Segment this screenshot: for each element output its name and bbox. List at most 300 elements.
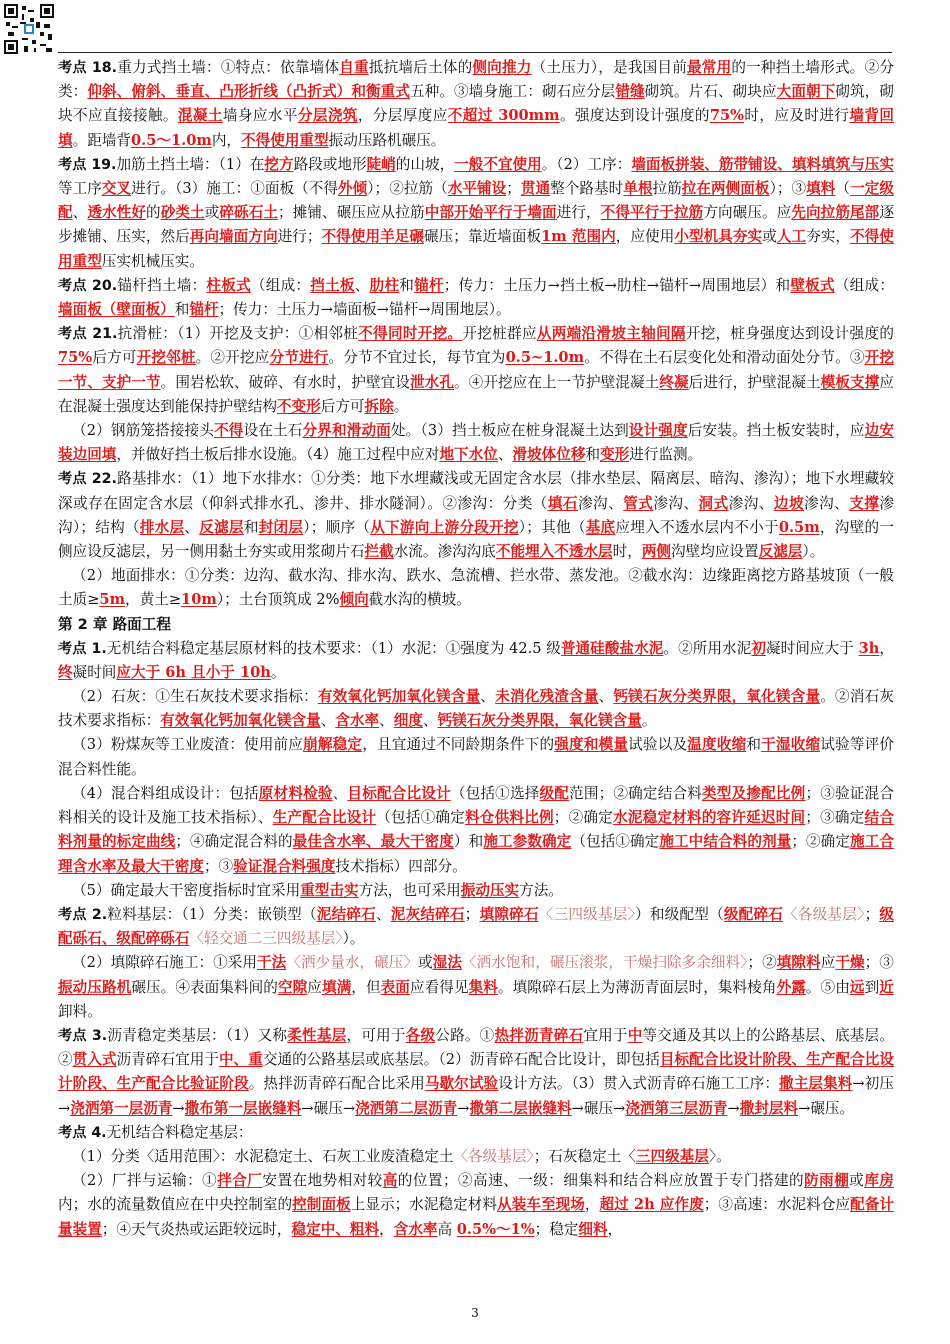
key-term: 地下水位 bbox=[439, 446, 498, 464]
key-term: 料仓供料比例 bbox=[465, 809, 554, 827]
qr-code bbox=[4, 4, 54, 54]
text-run: （包括①选择 bbox=[450, 784, 540, 802]
text-run: 、 bbox=[497, 446, 513, 464]
text-run: → bbox=[727, 1099, 740, 1117]
text-run: 的山坡， bbox=[395, 155, 455, 173]
key-term: 不超过 300mm bbox=[447, 107, 560, 125]
key-term: 贯通 bbox=[520, 180, 551, 198]
key-term: 混凝土 bbox=[177, 107, 223, 125]
text-run: 或 bbox=[418, 954, 433, 972]
key-term: 挖方 bbox=[264, 155, 294, 173]
text-run: 压实机械压实。 bbox=[101, 252, 204, 270]
text-run: （3）粉煤灰等工业废渣：使用前应 bbox=[72, 736, 304, 754]
key-term: 填石 bbox=[547, 494, 578, 512]
text-run: 碾压；靠近墙面板 bbox=[424, 228, 542, 246]
key-term: 3h bbox=[858, 639, 880, 657]
text-run: 安置在地势相对较 bbox=[262, 1172, 383, 1190]
document-body bbox=[58, 56, 894, 1242]
key-term: 强度和模量 bbox=[554, 736, 629, 754]
key-term: 拌合厂 bbox=[217, 1172, 263, 1190]
text-run: →初压→ bbox=[58, 1075, 894, 1117]
paragraph bbox=[58, 322, 894, 419]
key-term: 设计强度 bbox=[628, 422, 688, 440]
key-term: 柔性基层 bbox=[287, 1026, 347, 1044]
key-term: 变形 bbox=[600, 446, 630, 464]
key-term: 大面朝下 bbox=[776, 83, 836, 101]
text-run: 进行； bbox=[277, 228, 322, 246]
text-run: 逐步摊铺、压实，然后 bbox=[58, 204, 894, 246]
key-term: 交叉 bbox=[101, 180, 132, 198]
text-run: 内， bbox=[211, 131, 242, 149]
key-term: 模板支撑 bbox=[820, 373, 880, 391]
key-term: 小型机具夯实 bbox=[674, 228, 763, 246]
key-term: 不变形 bbox=[276, 397, 321, 415]
text-run: ；②确定 bbox=[791, 833, 850, 851]
text-run: 。不得在土石层变化处和滑动面处分节。③ bbox=[584, 349, 865, 367]
paragraph bbox=[58, 467, 894, 564]
key-term: 浇洒第二层沥青 bbox=[355, 1099, 458, 1117]
text-run: 沟壁均应设置 bbox=[671, 543, 759, 561]
text-run: →碾压。 bbox=[798, 1099, 855, 1117]
key-term: 温度收缩 bbox=[687, 736, 747, 754]
text-run: →碾压→ bbox=[571, 1099, 626, 1117]
text-run: 试验以及 bbox=[628, 736, 688, 754]
text-run: 等工序 bbox=[58, 180, 102, 198]
key-term: 目标配合比设计阶段、生产配合比设计阶段、生产配合比验证阶段 bbox=[58, 1051, 894, 1093]
text-run: 上显示；水泥稳定材料 bbox=[350, 1196, 498, 1214]
text-run: 。 bbox=[393, 397, 409, 415]
text-run: 截水沟的横坡。 bbox=[368, 591, 471, 609]
text-run: ，并做好挡土板后排水设施。（4）施工过程中应对 bbox=[116, 446, 440, 464]
text-run: 应 bbox=[820, 954, 836, 972]
text-run: 和 bbox=[585, 446, 601, 464]
text-run: 设在土石 bbox=[243, 422, 303, 440]
text-run: → bbox=[457, 1099, 470, 1117]
key-term: 水平铺设 bbox=[447, 180, 507, 198]
point-label: 考点 20. bbox=[58, 277, 118, 294]
key-term: 湿法 bbox=[432, 954, 462, 972]
key-term: 施工中结合料的剂量 bbox=[659, 833, 792, 851]
text-run: （2）石灰：①生石灰技术要求指标： bbox=[72, 688, 318, 706]
scope-note: 〈三四级基层〉 bbox=[538, 905, 636, 923]
key-term: 反滤层 bbox=[758, 543, 803, 561]
text-run: 沥青稳定类基层：（1）又称 bbox=[107, 1026, 288, 1044]
text-run: 重力式挡土墙：①特点：依靠墙体 bbox=[117, 59, 340, 76]
text-run: 〉。 bbox=[708, 1147, 731, 1165]
key-term: 有效氧化钙加氧化镁含量 bbox=[160, 712, 321, 730]
key-term: 中部开始平行于墙面 bbox=[424, 204, 557, 222]
text-run: ；传力：土压力→墙面板→锚杆→周围地层）。 bbox=[218, 301, 511, 319]
text-run: ，应使用 bbox=[615, 228, 675, 246]
text-run: 、 bbox=[332, 784, 348, 802]
text-run: 五种。③墙身施工：砌石应分层 bbox=[410, 83, 616, 101]
text-run: ；④确定混合料的 bbox=[175, 833, 293, 851]
key-term: 75% bbox=[709, 107, 745, 125]
text-run: 振动压路机碾压。 bbox=[328, 131, 446, 149]
key-term: 封闭层 bbox=[258, 518, 304, 536]
text-run: 时， bbox=[612, 543, 642, 561]
text-run: 抗滑桩：（1）开挖及支护：①相邻桩 bbox=[117, 325, 359, 343]
text-run: ）。 bbox=[342, 930, 365, 948]
text-run: 、 bbox=[379, 712, 394, 730]
text-run: ，但 bbox=[351, 978, 381, 996]
key-term: 施工合理含水率及最大干密度 bbox=[58, 833, 894, 875]
key-term: 基底 bbox=[585, 518, 616, 536]
text-run: 方法，也可采用 bbox=[358, 881, 461, 899]
text-run: （2）填隙碎石施工：①采用 bbox=[72, 954, 258, 972]
key-term: 细料 bbox=[578, 1220, 608, 1238]
key-term: 原材料检验 bbox=[258, 784, 333, 802]
text-run: 、 bbox=[375, 905, 391, 923]
text-run: ；摊铺、碾压应从拉筋 bbox=[278, 204, 425, 222]
text-run: 后进行，护壁混凝土 bbox=[688, 373, 821, 391]
key-term: 热拌沥青碎石 bbox=[494, 1026, 584, 1044]
key-term: 近 bbox=[879, 978, 894, 996]
text-run: （2）钢筋笼搭接接头 bbox=[72, 422, 215, 440]
text-run: ；③ bbox=[864, 954, 894, 972]
text-run: 进行监测。 bbox=[629, 446, 703, 464]
text-run: ）；②拉筋（ bbox=[367, 180, 448, 198]
scope-note: 〈轻交通二三四级基层〉 bbox=[189, 930, 343, 948]
key-term: 滑坡体位移 bbox=[512, 446, 586, 464]
chapter-heading bbox=[58, 613, 894, 637]
key-term: 撒主层集料 bbox=[779, 1075, 853, 1093]
text-run: 路段或地形 bbox=[293, 155, 367, 173]
text-run: ；② bbox=[747, 954, 777, 972]
key-term: 干法 bbox=[257, 954, 287, 972]
text-run: （5）确定最大干密度指标时宜采用 bbox=[72, 881, 301, 899]
text-run: 的 bbox=[146, 204, 161, 222]
key-term: 不得同时开挖。 bbox=[358, 325, 463, 343]
text-run: 碾压。④表面集料间的 bbox=[131, 978, 278, 996]
key-term: 0.5~1.0m bbox=[505, 349, 585, 367]
text-run: 砌筑。片石、砌块应 bbox=[644, 83, 777, 101]
key-term: 排水层 bbox=[139, 518, 185, 536]
key-term: 1m 范围内 bbox=[541, 228, 616, 246]
text-run: 沥青碎石宜用于 bbox=[116, 1051, 219, 1069]
text-run: 卸料。 bbox=[58, 1002, 102, 1020]
text-run: 。分节不宜过长，每节宜为 bbox=[328, 349, 506, 367]
text-run: ）和 bbox=[453, 833, 484, 851]
text-run: ， bbox=[607, 1220, 623, 1238]
text-run: ， bbox=[584, 1196, 600, 1214]
text-run: 或 bbox=[849, 1172, 865, 1190]
text-run: 。 bbox=[641, 712, 657, 730]
key-term: 远 bbox=[849, 978, 865, 996]
text-run: 、 bbox=[480, 688, 496, 706]
text-run: 。④开挖应在上一节护壁混凝土 bbox=[454, 373, 660, 391]
text-run: 抵抗墙后土体的 bbox=[368, 59, 473, 76]
text-run: 进行。（3）施工：①面板（不得 bbox=[131, 180, 338, 198]
key-term: 一定级配 bbox=[58, 180, 894, 222]
text-run: 拉筋 bbox=[652, 180, 682, 198]
key-term: 从装车至现场 bbox=[497, 1196, 585, 1214]
key-term: 柱板式 bbox=[206, 276, 251, 294]
text-run: ，分层厚度应 bbox=[357, 107, 448, 125]
key-term: 从两端沿滑坡主轴间隔 bbox=[536, 325, 686, 343]
key-term: 级配砾石、级配碎砾石 bbox=[58, 905, 894, 948]
text-run: 处。（3）挡土板应在桩身混凝土达到 bbox=[390, 422, 629, 440]
text-run: 。强度达到设计强度的 bbox=[559, 107, 710, 125]
key-term: 马歇尔试验 bbox=[424, 1075, 499, 1093]
point-label: 考点 21. bbox=[58, 326, 118, 343]
key-term: 挡土板 bbox=[310, 276, 355, 294]
text-run: 夯实， bbox=[806, 228, 851, 246]
text-run: ；③高速：水泥料仓应 bbox=[703, 1196, 851, 1214]
text-run: 水流。渗沟沟底 bbox=[393, 543, 496, 561]
key-term: 反滤层 bbox=[199, 518, 244, 536]
text-run: →碾压→ bbox=[301, 1099, 356, 1117]
text-run: （组成： bbox=[250, 276, 311, 294]
text-run: 或 bbox=[204, 204, 220, 222]
key-term: 填满 bbox=[321, 978, 352, 996]
key-term: 崩解稳定 bbox=[303, 736, 363, 754]
text-run: ；传力：土压力→挡土板→肋柱→锚杆→周围地层）和 bbox=[443, 276, 791, 294]
key-term: 不得 bbox=[214, 422, 244, 440]
text-run: 、 bbox=[422, 712, 438, 730]
key-term: 碎砾石土 bbox=[219, 204, 279, 222]
key-term: 稳定中、粗料 bbox=[291, 1220, 380, 1238]
point-label: 考点 2. bbox=[58, 906, 108, 923]
text-run: 到 bbox=[864, 978, 880, 996]
key-term: 中 bbox=[627, 1026, 643, 1044]
key-term: 撒封层料 bbox=[739, 1099, 799, 1117]
key-term: 泄水孔 bbox=[410, 373, 454, 391]
text-run: 时，应及时进行 bbox=[744, 107, 850, 125]
key-term: 泥灰结碎石 bbox=[390, 905, 465, 923]
scope-note: 〈各级基层〉 bbox=[453, 1147, 534, 1165]
paragraph bbox=[58, 1169, 894, 1242]
key-term: 分界和滑动面 bbox=[302, 422, 391, 440]
scope-note: 〈洒少量水，碾压〉 bbox=[286, 954, 419, 972]
key-term: 目标配合比设计 bbox=[347, 784, 451, 802]
key-term: 不得使用羊足碾 bbox=[321, 228, 425, 246]
key-term: 墙面板（壁面板） bbox=[58, 301, 175, 319]
text-run: ； bbox=[506, 180, 521, 198]
scope-note: 〈各级基层〉 bbox=[783, 905, 865, 923]
paragraph bbox=[58, 951, 894, 1024]
text-run: 。②开挖应 bbox=[195, 349, 270, 367]
text-run: 无机结合料稳定基层原材料的技术要求：（1）水泥：①强度为 42.5 级 bbox=[106, 639, 561, 657]
key-term: 填隙碎石 bbox=[479, 905, 539, 923]
key-term: 肋柱 bbox=[369, 276, 400, 294]
key-term: 验证混合料强度 bbox=[233, 857, 336, 875]
key-term: 单根 bbox=[623, 180, 653, 198]
key-term: 人工 bbox=[776, 228, 807, 246]
key-term: 应大于 6h 且小于 10h bbox=[116, 663, 271, 681]
scope-note: 〈洒水饱和，碾压滚浆，干燥扫除多余细料〉 bbox=[462, 954, 748, 972]
text-run: 砌筑，砌块不应直接接触。 bbox=[58, 83, 894, 125]
text-run: （组成： bbox=[834, 276, 894, 294]
key-term: 级配碎石 bbox=[723, 905, 784, 923]
text-run: 、 bbox=[320, 712, 336, 730]
key-term: 开挖邻桩 bbox=[136, 349, 196, 367]
text-run: ； bbox=[464, 905, 480, 923]
text-run: ；③ bbox=[203, 857, 234, 875]
text-run: ，可用于 bbox=[346, 1026, 406, 1044]
key-term: 泥结碎石 bbox=[316, 905, 376, 923]
page-number: 3 bbox=[471, 1306, 479, 1320]
text-run: 渗沟、 bbox=[653, 494, 699, 512]
key-term: 未消化残渣含量 bbox=[495, 688, 599, 706]
text-run: 进行， bbox=[556, 204, 601, 222]
key-term: 干湿收缩 bbox=[761, 736, 821, 754]
key-term: 0.5%～1% bbox=[456, 1220, 535, 1238]
key-term: 终 bbox=[58, 663, 73, 681]
key-term: 开挖一节、支护一节 bbox=[58, 349, 894, 391]
key-term: 振动压实 bbox=[460, 881, 520, 899]
key-term: 不得使用重型 bbox=[58, 228, 894, 270]
text-run: 凝时间 bbox=[72, 663, 117, 681]
text-run: 锚杆挡土墙： bbox=[117, 276, 207, 294]
key-term: 干燥 bbox=[835, 954, 865, 972]
text-run: 方法。 bbox=[519, 881, 563, 899]
key-term: 钙镁石灰分类界限，氧化镁含量 bbox=[613, 688, 821, 706]
point-label: 考点 19. bbox=[58, 156, 117, 173]
text-run: ， bbox=[379, 1220, 394, 1238]
key-term: 仰斜、俯斜、垂直、凸形折线（凸折式）和衡重式 bbox=[87, 83, 410, 101]
key-term: 含水率 bbox=[393, 1220, 438, 1238]
text-run: 。②消石灰技术要求指标： bbox=[58, 688, 894, 730]
paragraph bbox=[58, 1121, 894, 1145]
key-term: 先向拉筋尾部 bbox=[791, 204, 880, 222]
text-run: → bbox=[172, 1099, 185, 1117]
text-run: 应在混凝土强度达到能保持护壁结构 bbox=[58, 373, 894, 415]
text-run: （2）地面排水：①分类：边沟、截水沟、排水沟、跌水、急流槽、拦水带、蒸发池。②截水沟：边缘距离挖方路基坡顶（一般土质≥ bbox=[58, 567, 894, 609]
text-run: 的一种挡土墙形式。②分类： bbox=[58, 59, 894, 101]
text-run: 。围岩松软、破碎、有水时，护壁宜设 bbox=[160, 373, 410, 391]
text-run: 。距墙背 bbox=[72, 131, 131, 149]
key-term: 水泥稳定材料的容许延迟时间 bbox=[612, 809, 806, 827]
text-run: ，沟壁的一侧应设反滤层，另一侧用黏土夯实或用浆砌片石 bbox=[58, 518, 894, 561]
paragraph bbox=[58, 782, 894, 879]
text-run: ；石灰稳定土〈 bbox=[533, 1147, 636, 1165]
key-term: 浇洒第一层沥青 bbox=[70, 1099, 173, 1117]
text-run: （2）厂拌与运输：① bbox=[72, 1172, 218, 1190]
text-run: 。热拌沥青碎石配合比采用 bbox=[248, 1075, 425, 1093]
text-run: 开挖桩群应 bbox=[462, 325, 537, 343]
key-term: 透水性好 bbox=[87, 204, 147, 222]
point-label: 考点 1. bbox=[58, 640, 107, 657]
text-run: ）。 bbox=[802, 543, 825, 561]
text-run: 和 bbox=[174, 301, 190, 319]
text-run: 应埋入不透水层内不小于 bbox=[615, 518, 779, 536]
text-run: 后方可 bbox=[320, 397, 365, 415]
key-term: 中、重 bbox=[218, 1051, 263, 1069]
key-term: 支撑 bbox=[849, 494, 880, 512]
text-run: （土压力），是我国目前 bbox=[531, 59, 688, 76]
key-term: 锚杆 bbox=[189, 301, 219, 319]
key-term: 错缝 bbox=[615, 83, 645, 101]
point-label: 考点 22. bbox=[58, 471, 117, 488]
text-run: ）；土台顶筑成 2% bbox=[216, 591, 340, 609]
text-run: 。②所用水泥 bbox=[663, 639, 752, 657]
text-run: 应看得见 bbox=[409, 978, 469, 996]
text-run: ；③验证混合料相关的设计及施工技术指标）、 bbox=[58, 784, 894, 827]
key-term: 洞式 bbox=[698, 494, 729, 512]
text-run: 渗沟、 bbox=[577, 494, 624, 512]
key-term: 砂类土 bbox=[160, 204, 205, 222]
key-term: 有效氧化钙加氧化镁含量 bbox=[317, 688, 481, 706]
key-term: 拦截 bbox=[364, 543, 394, 561]
key-term: 各级 bbox=[405, 1026, 436, 1044]
key-term: 三四级基层 bbox=[635, 1147, 709, 1165]
text-run: 。 bbox=[270, 663, 286, 681]
text-run: （1）分类〈适用范围〉：水泥稳定土、石灰工业废渣稳定土 bbox=[72, 1147, 454, 1165]
text-run: （包括①确定 bbox=[376, 809, 466, 827]
key-term: 初 bbox=[751, 639, 766, 657]
text-run: 后安装。挡土板安装时，应 bbox=[687, 422, 865, 440]
text-run: 渗沟、 bbox=[728, 494, 774, 512]
key-term: 再向墙面方向 bbox=[189, 228, 278, 246]
paragraph bbox=[58, 1024, 894, 1121]
text-run: 加筋土挡土墙：（1）在 bbox=[116, 155, 265, 173]
point-label: 考点 4. bbox=[58, 1124, 107, 1141]
key-term: 生产配合比设计 bbox=[272, 809, 377, 827]
text-run: 渗沟）；结构（ bbox=[58, 494, 894, 536]
key-term: 振动压路机 bbox=[58, 978, 132, 996]
text-run: 交通的公路基层或底基层。（2）沥青碎石配合比设计，即包括 bbox=[262, 1051, 660, 1069]
text-run: 应 bbox=[307, 978, 322, 996]
key-term: 撒布第一层嵌缝料 bbox=[184, 1099, 302, 1117]
key-term: 锚杆 bbox=[414, 276, 444, 294]
key-term: 墙背回填 bbox=[58, 107, 894, 149]
text-run: 墙身应水平 bbox=[222, 107, 298, 125]
text-run: ）；③ bbox=[769, 180, 807, 198]
key-term: 施工参数确定 bbox=[483, 833, 572, 851]
key-term: 不能埋入不透水层 bbox=[495, 543, 613, 561]
text-run: 粒料基层：（1）分类：嵌锁型（ bbox=[107, 905, 317, 923]
key-term: 外露 bbox=[776, 978, 806, 996]
text-run: 。（2）工序： bbox=[541, 155, 632, 173]
text-run: ， bbox=[879, 639, 894, 657]
text-run: 宜用于 bbox=[583, 1026, 628, 1044]
key-term: 超过 2h 应作废 bbox=[599, 1196, 704, 1214]
key-term: 含水率 bbox=[335, 712, 380, 730]
text-run: 技术指标）四部分。 bbox=[335, 857, 467, 875]
text-run: ；稳定 bbox=[534, 1220, 579, 1238]
text-run: 等交通及其以上的公路基层、底基层。② bbox=[58, 1026, 894, 1069]
text-run: ；②确定 bbox=[553, 809, 613, 827]
text-run: 凝时间应大于 bbox=[765, 639, 859, 657]
key-term: 结合料剂量的标定曲线 bbox=[58, 809, 894, 851]
key-term: 10m bbox=[181, 591, 217, 609]
text-run: 的位置；②高速、一级：细集料和结合料应放置于专门搭建的 bbox=[397, 1172, 805, 1190]
text-run: 方向碾压。应 bbox=[703, 204, 792, 222]
key-term: 陡峭 bbox=[366, 155, 396, 173]
key-term: 不得平行于拉筋 bbox=[600, 204, 704, 222]
text-run: 第 2 章 路面工程 bbox=[58, 615, 171, 633]
key-term: 从下游向上游分段开挖 bbox=[370, 518, 519, 536]
key-term: 边坡 bbox=[773, 494, 805, 512]
text-run: 、 bbox=[598, 688, 614, 706]
key-term: 一般不宜使用 bbox=[454, 155, 542, 173]
key-term: 重型击实 bbox=[300, 881, 359, 899]
text-run: 无机结合料稳定基层： bbox=[106, 1123, 253, 1141]
text-run: （ bbox=[835, 180, 851, 198]
key-term: 撒第二层嵌缝料 bbox=[469, 1099, 572, 1117]
key-term: 最常用 bbox=[687, 59, 732, 76]
text-run: 渗沟、 bbox=[804, 494, 850, 512]
text-run: 路基排水：（1）地下水排水：①分类：地下水埋藏浅或无固定含水层（排水垫层、隔离层、暗沟、渗沟）；地下水埋藏较深或存在固定含水层（仰斜式排水孔、渗井、排水隧洞）。②渗沟：分类（ bbox=[58, 470, 894, 512]
key-term: 5m bbox=[99, 591, 126, 609]
key-term: 侧向推力 bbox=[472, 59, 532, 76]
key-term: 自重 bbox=[339, 59, 369, 76]
key-term: 贯入式 bbox=[72, 1051, 117, 1069]
text-run: 试验等评价混合料性能。 bbox=[58, 736, 894, 778]
key-term: 终凝 bbox=[659, 373, 689, 391]
key-term: 库房 bbox=[864, 1172, 894, 1190]
